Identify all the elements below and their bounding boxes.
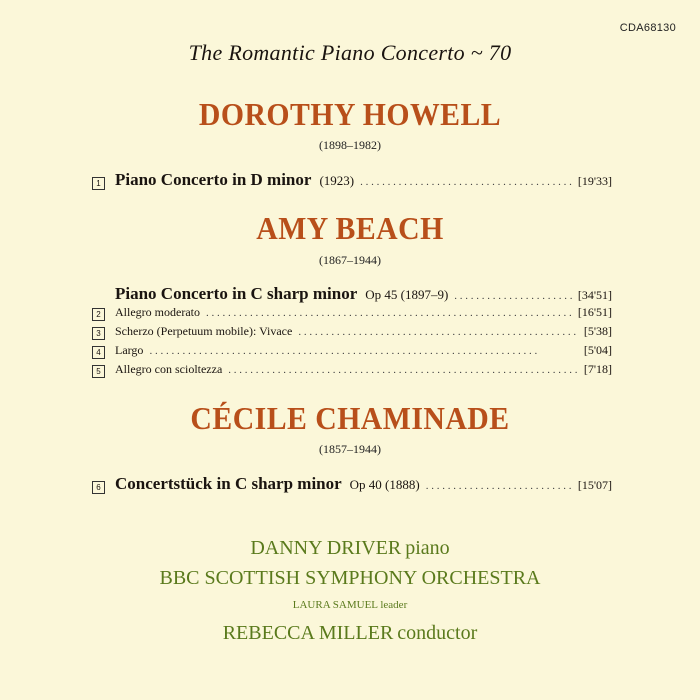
- movement-row: [92, 362, 612, 382]
- orchestra-credit: [0, 567, 700, 590]
- movement-duration: [5'38]: [583, 324, 612, 338]
- movement-title: Allegro con scioltezza: [115, 362, 223, 376]
- track-number: 6: [92, 481, 105, 494]
- dot-leader: [206, 307, 572, 319]
- soloist-credit: [0, 537, 700, 560]
- movement-title: Scherzo (Perpetuum mobile): Vivace: [115, 324, 293, 338]
- work-duration: [15'07]: [577, 478, 612, 492]
- conductor-role: conductor: [397, 622, 478, 644]
- soloist-name: DANNY DRIVER: [250, 537, 402, 559]
- composer-name-howell: DOROTHY HOWELL: [198, 96, 502, 132]
- work-row: [92, 170, 612, 190]
- conductor-credit: [0, 622, 700, 645]
- leader-credit: [0, 599, 700, 611]
- track-number: 5: [92, 365, 105, 378]
- work-details: Op 45 (1897–9): [365, 287, 449, 302]
- work-row: [92, 284, 612, 304]
- composer-name-chaminade: CÉCILE CHAMINADE: [190, 400, 510, 436]
- orchestra-name: BBC SCOTTISH SYMPHONY ORCHESTRA: [159, 567, 541, 589]
- composer-dates-beach: (1867–1944): [319, 253, 381, 267]
- conductor-name: REBECCA MILLER: [222, 622, 394, 644]
- work-details: (1923): [319, 173, 355, 188]
- dot-leader: [298, 326, 578, 338]
- dot-leader: [149, 345, 577, 357]
- leader-role: leader: [380, 599, 408, 611]
- movement-duration: [7'18]: [583, 362, 612, 376]
- movement-duration: [5'04]: [583, 343, 612, 357]
- dot-leader: [454, 290, 572, 302]
- movement-duration: [16'51]: [577, 305, 612, 319]
- movement-row: [92, 324, 612, 344]
- track-number: 4: [92, 346, 105, 359]
- composer-dates-chaminade: (1857–1944): [319, 442, 381, 456]
- track-number: 1: [92, 177, 105, 190]
- leader-name: LAURA SAMUEL: [292, 599, 378, 611]
- dot-leader: [360, 176, 572, 188]
- work-details: Op 40 (1888): [349, 477, 420, 492]
- work-title: Piano Concerto in D minor: [115, 170, 312, 189]
- work-duration: [19'33]: [577, 174, 612, 188]
- movement-row: [92, 305, 612, 325]
- catalogue-number: CDA68130: [619, 22, 676, 34]
- movement-title: Allegro moderato: [115, 305, 200, 319]
- track-number: 2: [92, 308, 105, 321]
- composer-name-beach: AMY BEACH: [256, 210, 444, 246]
- work-title: Concertstück in C sharp minor: [115, 474, 342, 493]
- dot-leader: [426, 480, 572, 492]
- movement-row: [92, 343, 612, 363]
- composer-dates-howell: (1898–1982): [319, 138, 381, 152]
- dot-leader: [228, 364, 578, 376]
- series-title: The Romantic Piano Concerto ~ 70: [188, 40, 512, 65]
- track-number: 3: [92, 327, 105, 340]
- movement-title: Largo: [115, 343, 144, 357]
- work-row: [92, 474, 612, 494]
- soloist-role: piano: [405, 537, 450, 559]
- work-duration: [34'51]: [577, 288, 612, 302]
- work-title: Piano Concerto in C sharp minor: [115, 284, 358, 303]
